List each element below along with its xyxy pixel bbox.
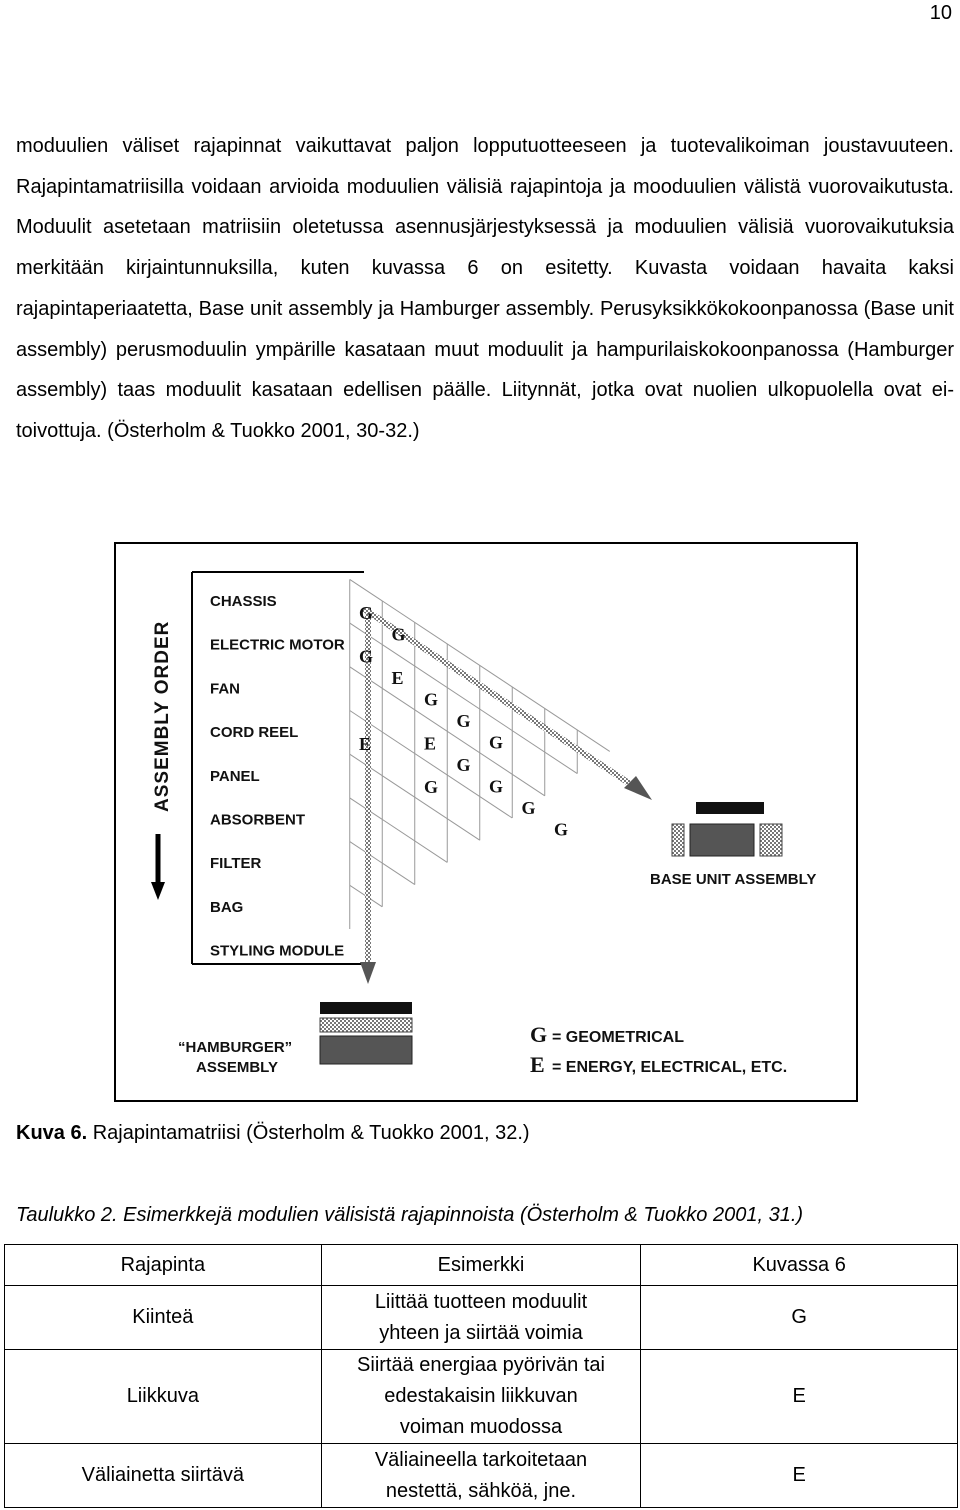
legend-letter-g: G [530, 1022, 548, 1047]
legend-text-g: = GEOMETRICAL [552, 1029, 685, 1046]
grid-line [350, 798, 448, 863]
cell-esimerkki [321, 1286, 641, 1350]
base-unit-block-center [690, 824, 754, 856]
cell-rajapinta: Kiinteä [5, 1286, 322, 1350]
figure-caption [16, 1122, 530, 1145]
hamburger-label-line2: ASSEMBLY [196, 1059, 278, 1076]
base-unit-block-top [696, 802, 764, 814]
cell-rajapinta: Liikkuva [5, 1350, 322, 1444]
geometric-mark: G [489, 776, 504, 797]
hamburger-label-line1: “HAMBURGER” [178, 1039, 293, 1056]
header-kuvassa: Kuvassa 6 [641, 1245, 958, 1286]
base-unit-label: BASE UNIT ASSEMBLY [650, 871, 817, 888]
cell-kuvassa: E [641, 1350, 958, 1444]
energy-mark: E [424, 733, 437, 754]
base-unit-block-left [672, 824, 684, 856]
geometric-mark: G [489, 732, 504, 753]
hamburger-block-bottom [320, 1036, 412, 1064]
cell-kuvassa: G [641, 1286, 958, 1350]
geometric-mark: G [521, 797, 536, 818]
figure-caption-text: Rajapintamatriisi (Österholm & Tuokko 2001, 32.) [87, 1122, 530, 1144]
table-row [5, 1444, 958, 1508]
header-rajapinta: Rajapinta [5, 1245, 322, 1286]
table-row [5, 1350, 958, 1444]
figure-caption-label: Kuva 6. [16, 1122, 88, 1144]
geometric-mark: G [554, 819, 569, 840]
hamburger-block-top [320, 1002, 412, 1014]
energy-mark: E [391, 668, 404, 689]
cell-esimerkki-line: Väliaineella tarkoitetaan [374, 1448, 588, 1471]
cell-kuvassa: E [641, 1444, 958, 1508]
module-label: STYLING MODULE [210, 942, 345, 960]
module-label: CHASSIS [210, 593, 277, 610]
legend-text-e: = ENERGY, ELECTRICAL, ETC. [552, 1059, 788, 1076]
cell-esimerkki-line: nestettä, sähköä, jne. [385, 1479, 577, 1502]
geometric-mark: G [391, 624, 406, 645]
geometric-mark: G [424, 777, 439, 798]
table-header-row [5, 1245, 958, 1286]
geometric-mark: G [424, 689, 439, 710]
energy-mark: E [359, 734, 372, 755]
header-esimerkki: Esimerkki [321, 1245, 641, 1286]
interface-matrix-diagram [116, 544, 860, 1104]
cell-esimerkki-line: yhteen ja siirtää voimia [379, 1321, 583, 1344]
cell-esimerkki [321, 1350, 641, 1444]
module-label: BAG [210, 898, 244, 916]
cell-esimerkki-line: edestakaisin liikkuvan [384, 1385, 578, 1407]
geometric-mark: G [456, 711, 471, 732]
geometric-mark: G [359, 603, 374, 623]
module-label: CORD REEL [210, 724, 299, 742]
grid-line [350, 711, 513, 819]
module-label: FILTER [210, 855, 262, 873]
body-paragraph: moduulien väliset rajapinnat vaikuttavat paljon lopputuotteeseen ja tuotevalikoiman joustavuuteen. Rajapintamatriisilla voidaan arvioida moduulien välisiä rajapintoja ja mooduulien välistä vuorovaikutusta. Moduulit asetetaan matriisiin oletetussa asennusjärjestyksessä ja moduulien välisiä vuorovaikutuksia merkitään kirjaintunnuksilla, kuten kuvassa 6 on esitetty. Kuvasta voidaan havaita kaksi rajapintaperiaatetta, Base unit assembly ja Hamburger assembly. Perusyksikkökokoonpanossa (Base unit assembly) perusmoduulin ympärille kasataan muut moduulit ja hampurilaiskokoonpanossa (Hamburger assembly) taas moduulit kasataan edellisen päälle. Liitynnät, jotka ovat nuolien ulkopuolella ovat ei-toivottuja. (Österholm & Tuokko 2001, 30-32.) [16, 135, 954, 442]
cell-esimerkki [321, 1444, 641, 1508]
table-row [5, 1286, 958, 1350]
cell-esimerkki-line: Liittää tuotteen moduulit [374, 1290, 588, 1313]
module-label: ELECTRIC MOTOR [210, 636, 345, 654]
base-unit-block-right [760, 824, 782, 856]
hamburger-block-middle [320, 1018, 412, 1032]
table-caption: Taulukko 2. Esimerkkejä modulien välisistä rajapinnoista (Österholm & Tuokko 2001, 31.) [16, 1204, 804, 1226]
cell-esimerkki-line: voiman muodossa [399, 1416, 563, 1438]
interface-matrix-figure [114, 542, 858, 1102]
geometric-mark: G [456, 754, 471, 775]
module-label: ABSORBENT [210, 811, 306, 829]
legend-letter-e: E [530, 1052, 545, 1077]
geometric-mark: G [359, 646, 374, 667]
assembly-order-label: ASSEMBLY ORDER [152, 620, 173, 812]
cell-esimerkki-line: Siirtää energiaa pyörivän tai [357, 1354, 605, 1376]
interface-examples-table [4, 1244, 958, 1508]
module-label: FAN [210, 680, 240, 698]
module-label: PANEL [210, 767, 260, 785]
grid-line [350, 623, 578, 774]
cell-rajapinta: Väliainetta siirtävä [5, 1444, 322, 1508]
page-number: 10 [929, 2, 952, 24]
